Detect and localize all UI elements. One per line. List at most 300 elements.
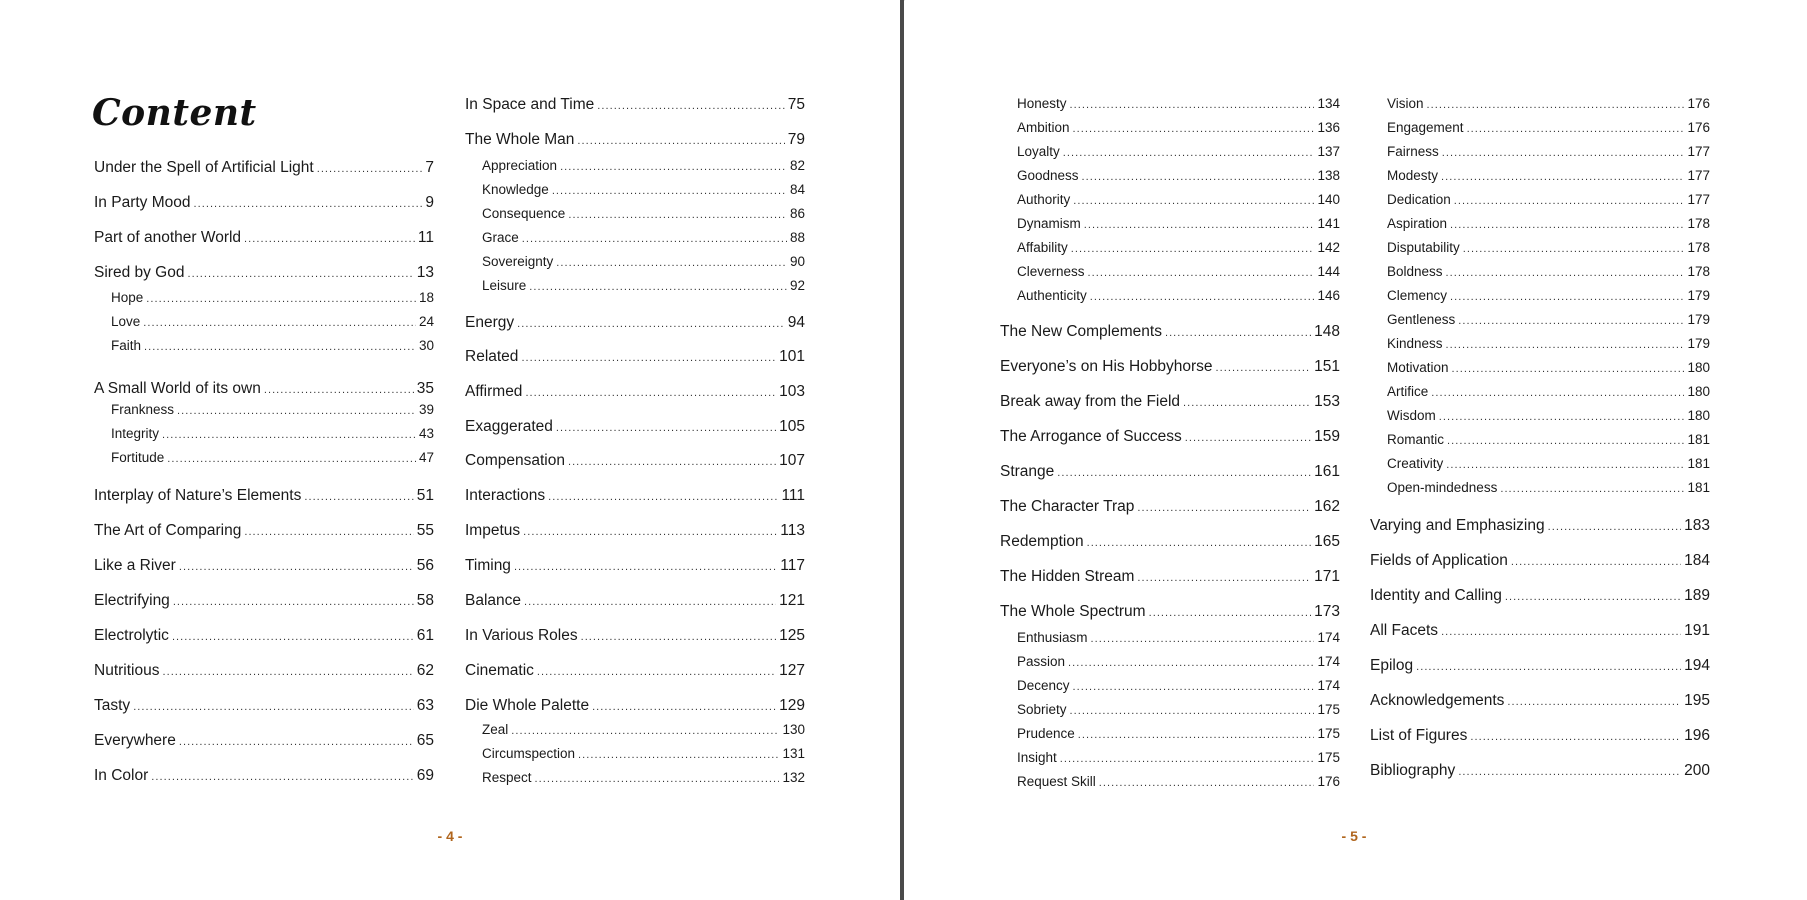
toc-entry-page: 84	[789, 182, 805, 197]
toc-section-entry	[482, 158, 805, 173]
toc-entry-page: 177	[1687, 192, 1710, 207]
toc-chapter-entry	[465, 383, 805, 401]
toc-dot-leader	[1470, 731, 1681, 743]
toc-entry-page: 24	[418, 314, 434, 329]
toc-entry-title: In Color	[94, 767, 149, 784]
toc-section-entry	[1387, 432, 1710, 447]
toc-entry-page: 58	[416, 592, 434, 609]
toc-section-entry	[111, 450, 434, 465]
toc-section-entry	[1387, 456, 1710, 471]
toc-entry-title: Request Skill	[1017, 774, 1096, 789]
toc-entry-page: 94	[787, 314, 805, 331]
toc-section-entry	[1017, 144, 1340, 159]
toc-dot-leader	[1057, 467, 1311, 479]
toc-dot-leader	[529, 281, 787, 293]
toc-chapter-entry	[1370, 727, 1710, 745]
toc-column-1	[94, 0, 434, 900]
page-number-right: - 5 -	[1341, 828, 1367, 844]
toc-chapter-entry	[94, 487, 434, 505]
toc-entry-title: Timing	[465, 557, 511, 574]
toc-section-entry	[482, 182, 805, 197]
toc-entry-page: 144	[1317, 264, 1340, 279]
toc-entry-page: 82	[789, 158, 805, 173]
toc-entry-title: Disputability	[1387, 240, 1460, 255]
toc-chapter-entry	[94, 194, 434, 212]
toc-section-entry	[1017, 678, 1340, 693]
toc-entry-page: 173	[1314, 603, 1340, 620]
toc-entry-page: 65	[416, 732, 434, 749]
toc-entry-title: Cinematic	[465, 662, 534, 679]
toc-dot-leader	[1458, 766, 1681, 778]
toc-entry-page: 30	[418, 338, 434, 353]
toc-entry-page: 137	[1317, 144, 1340, 159]
toc-entry-page: 61	[416, 627, 434, 644]
toc-entry-title: Cleverness	[1017, 264, 1085, 279]
toc-entry-page: 103	[779, 383, 805, 400]
toc-entry-title: Varying and Emphasizing	[1370, 517, 1545, 534]
toc-entry-title: Modesty	[1387, 168, 1439, 183]
left-page	[0, 0, 900, 900]
toc-entry-title: List of Figures	[1370, 727, 1468, 744]
toc-entry-title: Creativity	[1387, 456, 1444, 471]
toc-entry-title: Interplay of Nature’s Elements	[94, 487, 302, 504]
toc-entry-title: In Party Mood	[94, 194, 191, 211]
toc-entry-page: 131	[782, 746, 805, 761]
toc-chapter-entry	[94, 732, 434, 750]
toc-dot-leader	[173, 596, 414, 608]
toc-entry-page: 148	[1314, 323, 1340, 340]
toc-entry-title: Grace	[482, 230, 519, 245]
toc-column-2	[465, 0, 805, 900]
toc-chapter-entry	[1000, 428, 1340, 446]
toc-entry-page: 138	[1317, 168, 1340, 183]
toc-entry-title: Identity and Calling	[1370, 587, 1502, 604]
toc-dot-leader	[1467, 123, 1685, 135]
toc-dot-leader	[1165, 327, 1311, 339]
toc-dot-leader	[525, 387, 776, 399]
toc-entry-title: Aspiration	[1387, 216, 1448, 231]
toc-entry-page: 51	[416, 487, 434, 504]
toc-dot-leader	[517, 318, 785, 330]
toc-entry-page: 141	[1317, 216, 1340, 231]
toc-chapter-entry	[1000, 463, 1340, 481]
right-page	[905, 0, 1807, 900]
toc-section-entry	[1387, 384, 1710, 399]
toc-entry-title: Epilog	[1370, 657, 1414, 674]
toc-chapter-entry	[465, 96, 805, 114]
toc-dot-leader	[556, 422, 776, 434]
toc-dot-leader	[144, 341, 416, 353]
toc-dot-leader	[1439, 411, 1685, 423]
toc-dot-leader	[535, 773, 780, 785]
toc-entry-title: Fortitude	[111, 450, 165, 465]
toc-chapter-entry	[465, 627, 805, 645]
toc-entry-title: Acknowledgements	[1370, 692, 1505, 709]
toc-entry-title: Affirmed	[465, 383, 523, 400]
toc-column-4	[1370, 0, 1710, 900]
toc-entry-page: 181	[1687, 480, 1710, 495]
toc-dot-leader	[1446, 459, 1684, 471]
toc-entry-page: 161	[1314, 463, 1340, 480]
toc-entry-title: Everyone’s on His Hobbyhorse	[1000, 358, 1213, 375]
toc-dot-leader	[264, 384, 414, 396]
toc-entry-title: Decency	[1017, 678, 1070, 693]
toc-chapter-entry	[465, 557, 805, 575]
toc-column-3	[1000, 0, 1340, 900]
toc-entry-page: 121	[779, 592, 805, 609]
toc-entry-page: 113	[780, 522, 805, 539]
toc-section-entry	[1017, 120, 1340, 135]
toc-dot-leader	[1087, 537, 1312, 549]
toc-dot-leader	[187, 268, 413, 280]
toc-entry-title: The Character Trap	[1000, 498, 1135, 515]
toc-dot-leader	[167, 453, 416, 465]
toc-entry-page: 165	[1314, 533, 1340, 550]
toc-dot-leader	[581, 631, 777, 643]
toc-entry-title: Love	[111, 314, 141, 329]
toc-dot-leader	[1447, 435, 1684, 447]
toc-section-entry	[1017, 288, 1340, 303]
toc-entry-title: The Whole Spectrum	[1000, 603, 1146, 620]
toc-entry-title: Impetus	[465, 522, 521, 539]
toc-entry-page: 159	[1314, 428, 1340, 445]
toc-entry-title: Loyalty	[1017, 144, 1060, 159]
toc-entry-title: Goodness	[1017, 168, 1079, 183]
toc-entry-title: Die Whole Palette	[465, 697, 590, 714]
toc-entry-page: 75	[787, 96, 805, 113]
toc-entry-title: Sobriety	[1017, 702, 1067, 717]
toc-entry-page: 181	[1687, 456, 1710, 471]
toc-section-entry	[1387, 264, 1710, 279]
toc-entry-title: The Hidden Stream	[1000, 568, 1135, 585]
toc-entry-title: Tasty	[94, 697, 131, 714]
toc-entry-page: 130	[782, 722, 805, 737]
toc-dot-leader	[548, 491, 778, 503]
toc-section-entry	[111, 338, 434, 353]
toc-entry-page: 129	[779, 697, 805, 714]
toc-dot-leader	[1137, 572, 1311, 584]
toc-entry-page: 175	[1317, 702, 1340, 717]
toc-chapter-entry	[465, 592, 805, 610]
toc-entry-title: Compensation	[465, 452, 565, 469]
toc-dot-leader	[146, 293, 416, 305]
toc-entry-title: Leisure	[482, 278, 527, 293]
toc-dot-leader	[1060, 753, 1315, 765]
toc-entry-page: 92	[789, 278, 805, 293]
toc-chapter-entry	[94, 697, 434, 715]
toc-entry-title: The Whole Man	[465, 131, 575, 148]
toc-dot-leader	[1216, 362, 1312, 374]
toc-entry-title: Fields of Application	[1370, 552, 1508, 569]
toc-chapter-entry	[465, 697, 805, 715]
toc-section-entry	[1387, 120, 1710, 135]
toc-chapter-entry	[1370, 657, 1710, 675]
toc-dot-leader	[1416, 661, 1681, 673]
toc-dot-leader	[521, 352, 776, 364]
toc-entry-page: 125	[779, 627, 805, 644]
toc-section-entry	[1387, 408, 1710, 423]
toc-dot-leader	[552, 185, 787, 197]
toc-entry-page: 174	[1317, 654, 1340, 669]
toc-section-entry	[1017, 192, 1340, 207]
toc-chapter-entry	[1000, 603, 1340, 621]
toc-section-entry	[1017, 654, 1340, 669]
toc-section-entry	[1387, 360, 1710, 375]
toc-section-entry	[1387, 216, 1710, 231]
toc-chapter-entry	[465, 418, 805, 436]
toc-dot-leader	[194, 198, 423, 210]
toc-dot-leader	[1084, 219, 1315, 231]
toc-dot-leader	[537, 666, 776, 678]
toc-entry-title: Zeal	[482, 722, 509, 737]
toc-entry-page: 181	[1687, 432, 1710, 447]
toc-entry-page: 43	[418, 426, 434, 441]
toc-entry-title: The New Complements	[1000, 323, 1162, 340]
toc-entry-title: Ambition	[1017, 120, 1070, 135]
toc-entry-page: 180	[1687, 384, 1710, 399]
toc-dot-leader	[179, 736, 414, 748]
toc-dot-leader	[172, 631, 414, 643]
toc-entry-title: Engagement	[1387, 120, 1464, 135]
toc-dot-leader	[1450, 219, 1684, 231]
toc-dot-leader	[177, 405, 416, 417]
toc-section-entry	[1017, 774, 1340, 789]
page-number-left: - 4 -	[437, 828, 463, 844]
toc-section-entry	[482, 254, 805, 269]
toc-dot-leader	[1071, 243, 1315, 255]
toc-entry-page: 111	[781, 487, 805, 504]
toc-section-entry	[1387, 312, 1710, 327]
toc-entry-title: Part of another World	[94, 229, 242, 246]
toc-entry-title: Open-mindedness	[1387, 480, 1498, 495]
toc-entry-page: 162	[1314, 498, 1340, 515]
toc-dot-leader	[1500, 483, 1684, 495]
toc-dot-leader	[1452, 363, 1685, 375]
toc-dot-leader	[556, 257, 787, 269]
toc-section-entry	[1017, 264, 1340, 279]
toc-entry-title: Knowledge	[482, 182, 549, 197]
toc-entry-title: Gentleness	[1387, 312, 1456, 327]
toc-entry-page: 179	[1687, 288, 1710, 303]
toc-entry-page: 132	[782, 770, 805, 785]
toc-entry-title: Everywhere	[94, 732, 176, 749]
toc-section-entry	[1017, 726, 1340, 741]
toc-entry-title: Frankness	[111, 402, 175, 417]
toc-section-entry	[1017, 630, 1340, 645]
toc-dot-leader	[317, 163, 423, 175]
toc-chapter-entry	[465, 487, 805, 505]
toc-dot-leader	[1427, 99, 1685, 111]
toc-dot-leader	[244, 233, 415, 245]
toc-entry-title: Circumspection	[482, 746, 576, 761]
toc-dot-leader	[244, 526, 413, 538]
toc-dot-leader	[1091, 633, 1315, 645]
toc-dot-leader	[1073, 681, 1315, 693]
toc-title: Content	[92, 92, 257, 134]
toc-chapter-entry	[94, 557, 434, 575]
toc-entry-page: 140	[1317, 192, 1340, 207]
toc-dot-leader	[1442, 147, 1685, 159]
toc-section-entry	[1017, 216, 1340, 231]
toc-dot-leader	[1073, 195, 1314, 207]
toc-entry-page: 176	[1687, 120, 1710, 135]
toc-dot-leader	[1078, 729, 1315, 741]
toc-entry-title: Authenticity	[1017, 288, 1087, 303]
toc-dot-leader	[522, 233, 787, 245]
toc-entry-title: Nutritious	[94, 662, 160, 679]
toc-entry-page: 179	[1687, 312, 1710, 327]
toc-entry-page: 35	[416, 380, 434, 397]
toc-entry-title: Authority	[1017, 192, 1071, 207]
toc-entry-page: 175	[1317, 726, 1340, 741]
toc-entry-title: Under the Spell of Artificial Light	[94, 159, 314, 176]
toc-dot-leader	[514, 561, 777, 573]
toc-entry-page: 178	[1687, 240, 1710, 255]
toc-section-entry	[1017, 750, 1340, 765]
toc-chapter-entry	[465, 452, 805, 470]
toc-entry-page: 18	[418, 290, 434, 305]
toc-entry-page: 47	[418, 450, 434, 465]
toc-entry-page: 9	[425, 194, 434, 211]
toc-dot-leader	[1446, 339, 1685, 351]
toc-entry-title: Honesty	[1017, 96, 1067, 111]
toc-entry-title: Clemency	[1387, 288, 1448, 303]
toc-entry-page: 174	[1317, 678, 1340, 693]
toc-entry-title: Passion	[1017, 654, 1066, 669]
toc-dot-leader	[133, 701, 414, 713]
toc-entry-title: The Art of Comparing	[94, 522, 242, 539]
toc-entry-page: 56	[416, 557, 434, 574]
toc-entry-title: Prudence	[1017, 726, 1075, 741]
toc-entry-title: All Facets	[1370, 622, 1439, 639]
toc-dot-leader	[1183, 397, 1311, 409]
toc-section-entry	[482, 206, 805, 221]
toc-dot-leader	[304, 491, 413, 503]
toc-entry-page: 136	[1317, 120, 1340, 135]
toc-dot-leader	[143, 317, 416, 329]
toc-entry-title: Hope	[111, 290, 144, 305]
toc-chapter-entry	[94, 159, 434, 177]
toc-entry-title: A Small World of its own	[94, 380, 261, 397]
toc-entry-page: 177	[1687, 168, 1710, 183]
toc-entry-page: 11	[417, 229, 434, 246]
toc-entry-page: 142	[1317, 240, 1340, 255]
toc-section-entry	[1387, 168, 1710, 183]
toc-chapter-entry	[1370, 552, 1710, 570]
toc-chapter-entry	[1370, 692, 1710, 710]
toc-dot-leader	[578, 749, 779, 761]
toc-chapter-entry	[465, 348, 805, 366]
toc-dot-leader	[1137, 502, 1311, 514]
toc-dot-leader	[1070, 705, 1315, 717]
toc-dot-leader	[524, 596, 776, 608]
toc-dot-leader	[1149, 607, 1312, 619]
toc-section-entry	[482, 278, 805, 293]
toc-chapter-entry	[1000, 393, 1340, 411]
toc-entry-page: 55	[416, 522, 434, 539]
toc-entry-title: Insight	[1017, 750, 1057, 765]
toc-entry-title: Affability	[1017, 240, 1068, 255]
toc-dot-leader	[1441, 626, 1681, 638]
toc-entry-page: 69	[416, 767, 434, 784]
toc-section-entry	[111, 426, 434, 441]
toc-entry-title: Kindness	[1387, 336, 1443, 351]
toc-entry-page: 180	[1687, 408, 1710, 423]
toc-entry-page: 90	[789, 254, 805, 269]
toc-entry-title: Exaggerated	[465, 418, 553, 435]
toc-dot-leader	[511, 725, 779, 737]
toc-section-entry	[1387, 288, 1710, 303]
toc-chapter-entry	[1370, 587, 1710, 605]
toc-dot-leader	[1063, 147, 1315, 159]
toc-dot-leader	[1548, 521, 1682, 533]
toc-dot-leader	[1463, 243, 1685, 255]
toc-section-entry	[1017, 240, 1340, 255]
toc-dot-leader	[568, 209, 787, 221]
toc-dot-leader	[1458, 315, 1684, 327]
toc-section-entry	[1387, 192, 1710, 207]
toc-entry-page: 180	[1687, 360, 1710, 375]
toc-entry-page: 184	[1684, 552, 1710, 569]
toc-chapter-entry	[1000, 358, 1340, 376]
toc-entry-page: 183	[1684, 517, 1710, 534]
toc-dot-leader	[151, 771, 413, 783]
toc-chapter-entry	[94, 380, 434, 398]
toc-chapter-entry	[94, 662, 434, 680]
toc-entry-title: Bibliography	[1370, 762, 1456, 779]
toc-entry-page: 175	[1317, 750, 1340, 765]
toc-entry-title: In Space and Time	[465, 96, 595, 113]
toc-entry-title: Related	[465, 348, 519, 365]
toc-entry-page: 134	[1317, 96, 1340, 111]
toc-entry-page: 196	[1684, 727, 1710, 744]
toc-dot-leader	[1507, 696, 1681, 708]
toc-entry-title: Wisdom	[1387, 408, 1436, 423]
toc-entry-title: Fairness	[1387, 144, 1439, 159]
toc-dot-leader	[1082, 171, 1315, 183]
toc-entry-page: 176	[1317, 774, 1340, 789]
toc-dot-leader	[1099, 777, 1315, 789]
toc-entry-title: Strange	[1000, 463, 1055, 480]
toc-entry-title: Respect	[482, 770, 532, 785]
toc-entry-page: 151	[1314, 358, 1340, 375]
toc-entry-title: Romantic	[1387, 432, 1445, 447]
toc-dot-leader	[1070, 99, 1315, 111]
toc-chapter-entry	[94, 767, 434, 785]
toc-dot-leader	[592, 701, 776, 713]
toc-entry-title: Sovereignty	[482, 254, 554, 269]
toc-entry-title: Vision	[1387, 96, 1424, 111]
toc-dot-leader	[1450, 291, 1684, 303]
toc-dot-leader	[568, 456, 776, 468]
toc-entry-page: 178	[1687, 264, 1710, 279]
toc-chapter-entry	[465, 662, 805, 680]
toc-entry-page: 177	[1687, 144, 1710, 159]
toc-entry-title: In Various Roles	[465, 627, 578, 644]
toc-entry-page: 88	[789, 230, 805, 245]
toc-entry-title: The Arrogance of Success	[1000, 428, 1182, 445]
toc-chapter-entry	[465, 131, 805, 149]
toc-entry-page: 127	[779, 662, 805, 679]
toc-entry-title: Interactions	[465, 487, 546, 504]
toc-chapter-entry	[1000, 323, 1340, 341]
toc-entry-page: 191	[1684, 622, 1710, 639]
toc-chapter-entry	[94, 592, 434, 610]
toc-entry-title: Faith	[111, 338, 142, 353]
toc-entry-title: Integrity	[111, 426, 160, 441]
toc-entry-title: Sired by God	[94, 264, 185, 281]
toc-section-entry	[482, 770, 805, 785]
